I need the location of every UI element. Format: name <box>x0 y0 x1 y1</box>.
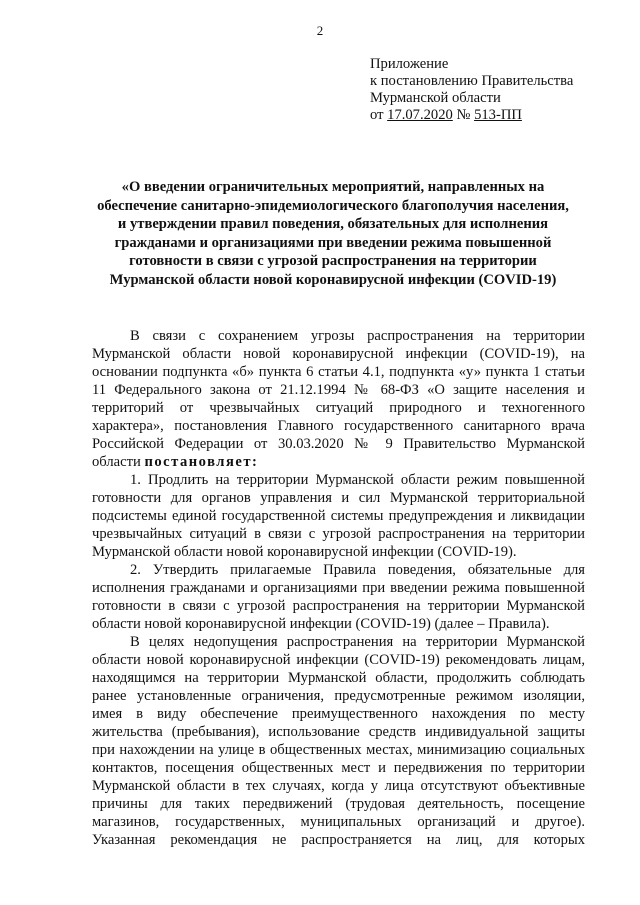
text-line: характера», постановления Главного государственного санитарного врача <box>92 418 585 434</box>
text-line: основании подпункта «б» пункта 6 статьи 4.1, подпункта «у» пункта 1 статьи <box>92 364 585 380</box>
appendix-line: к постановлению Правительства <box>370 73 574 89</box>
text-fragment: области <box>92 454 145 470</box>
text-line: В связи с сохранением угрозы распространения на территории <box>130 328 585 344</box>
title-line: Мурманской области новой коронавирусной инфекции (COVID-19) <box>109 271 557 288</box>
text-line: 2. Утвердить прилагаемые Правила поведения, обязательные для <box>130 562 585 578</box>
text-line: готовности для органов управления и сил Мурманской территориальной <box>92 490 585 506</box>
text-line: Российской Федерации от 30.03.2020 № 9 Правительство Мурманской <box>92 436 585 452</box>
appendix-header <box>370 56 573 124</box>
item-1-paragraph <box>92 471 585 561</box>
text-line: 1. Продлить на территории Мурманской области режим повышенной <box>130 472 585 488</box>
text-line <box>92 453 585 471</box>
date-prefix: от <box>370 107 384 123</box>
document-body <box>92 327 585 849</box>
title-line: обеспечение санитарно-эпидемиологического благополучия населения, <box>97 197 569 214</box>
decree-date: 17.07.2020 <box>387 107 453 123</box>
text-line: Мурманской области в тех случаях, когда у лица отсутствуют объективные <box>92 778 585 794</box>
text-line: Мурманской области новой коронавирусной инфекции (COVID-19), на <box>92 346 585 362</box>
title-line: и утверждении правил поведения, обязательных для исполнения <box>117 216 549 232</box>
decree-number: 513-ПП <box>474 107 522 123</box>
text-line: Указанная рекомендация не распространяется на лиц, для которых <box>92 832 585 848</box>
text-line: чрезвычайных ситуаций в связи с угрозой распространения на территории <box>92 526 585 542</box>
text-line: исполнения гражданами и организациями при введении режима повышенной <box>92 580 585 596</box>
text-line: Мурманской области новой коронавирусной инфекции (COVID-19). <box>92 544 517 560</box>
title-line: гражданами и организациями при введении режима повышенной <box>114 234 552 251</box>
text-line: области новой коронавирусной инфекции (COVID-19) (далее – Правила). <box>92 616 550 632</box>
text-line: подсистемы единой государственной системы предупреждения и ликвидации <box>92 508 585 524</box>
text-line: 11 Федерального закона от 21.12.1994 № 68-ФЗ «О защите населения и <box>92 382 585 398</box>
text-line: контактов, посещения общественных мест и передвижения по территории <box>92 760 585 776</box>
text-line: готовности в связи с угрозой распространения на территории Мурманской <box>92 598 585 614</box>
text-line: области новой коронавирусной инфекции (COVID-19) рекомендовать лицам, <box>92 652 585 668</box>
text-line: находящимся на территории Мурманской области, продолжить соблюдать <box>92 670 585 686</box>
page-number: 2 <box>316 23 324 38</box>
text-line: В целях недопущения распространения на территории Мурманской <box>130 634 585 650</box>
item-2-paragraph <box>92 561 585 633</box>
text-line: при нахождении на улице в общественных местах, минимизацию социальных <box>92 742 585 758</box>
paragraph-3 <box>92 633 585 849</box>
title-line: готовности в связи с угрозой распространения на территории <box>129 253 537 269</box>
title-line: «О введении ограничительных мероприятий, направленных на <box>121 179 545 195</box>
appendix-line: Приложение <box>370 56 449 72</box>
number-sign: № <box>456 107 471 123</box>
appendix-date-line <box>370 107 573 124</box>
text-line: ранее установленные ограничения, предусмотренные режимом изоляции, <box>92 688 585 704</box>
text-line: магазинов, государственных, муниципальных организаций и другое). <box>92 814 585 830</box>
decree-word: постановляет: <box>144 454 259 470</box>
text-line: территорий от чрезвычайных ситуаций природного и техногенного <box>92 400 585 416</box>
text-line: жительства (пребывания), использование средств индивидуальной защиты <box>92 724 585 740</box>
text-line: причины для таких передвижений (трудовая деятельность, посещение <box>92 796 585 812</box>
text-line: имея в виду обеспечение преимущественного нахождения по месту <box>92 706 585 722</box>
document-title <box>92 178 574 289</box>
preamble-paragraph <box>92 327 585 471</box>
appendix-line: Мурманской области <box>370 90 501 106</box>
